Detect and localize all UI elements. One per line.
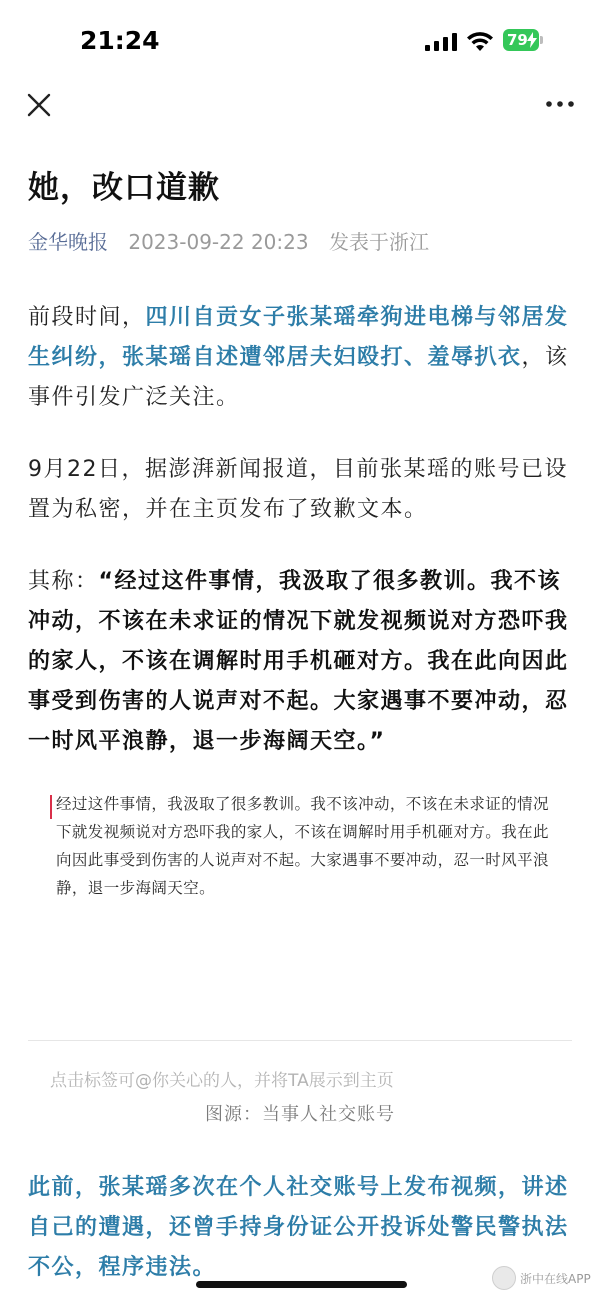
battery-level: 79 [507,31,528,49]
paragraph-1-suffix: ，该事件引发广泛关注。 [28,345,569,410]
paragraph-3-quote: “经过这件事情，我汲取了很多教训。我不该冲动，不该在未求证的情况下就发视频说对方恐吓我的家人，不该在调解时用手机砸对方。我在此向因此事受到伤害的人说声对不起。大家遇事不要冲动，忍一时风平浪静，退一步海阔天空。” [28,569,569,754]
more-dots-icon[interactable] [545,94,575,114]
paragraph-2: 9月22日，据澎湃新闻报道，目前张某瑶的账号已设置为私密，并在主页发布了致歉文本。 [28,457,568,522]
paragraph-4-highlight: 此前，张某瑶多次在个人社交账号上发布视频，讲述自己的遭遇，还曾手持身份证公开投诉处警民警执法不公，程序违法。 [28,1175,569,1280]
article-date: 2023-09-22 20:23 [128,230,309,254]
home-indicator[interactable] [196,1281,407,1288]
watermark-text: 浙中在线APP [520,1271,591,1286]
tag-hint[interactable]: 点击标签可@你关心的人，并将TA展示到主页 [50,1071,394,1091]
paragraph-3 [28,562,574,762]
paragraph-1-prefix: 前段时间， [28,305,146,330]
signal-icon [425,33,457,51]
battery-indicator [503,29,539,51]
close-icon[interactable] [26,92,52,118]
charging-bolt-icon [527,32,537,48]
watermark-logo-icon [492,1266,516,1290]
article-meta [28,226,429,255]
status-time: 21:24 [80,26,160,55]
embedded-screenshot-image[interactable] [50,790,555,900]
article-title: 她，改口道歉 [28,170,220,206]
text-cursor [50,795,52,819]
article-source-link[interactable]: 金华晚报 [28,230,108,254]
battery-cap [540,36,543,44]
divider [28,1040,572,1041]
image-caption: 图源：当事人社交账号 [205,1104,395,1125]
article-location: 发表于浙江 [328,230,429,254]
paragraph-3-prefix: 其称： [28,569,99,594]
paragraph-1 [28,298,574,418]
wifi-icon [466,31,494,53]
paragraph-1-highlight: 四川自贡女子张某瑶牵狗进电梯与邻居发生纠纷，张某瑶自述遭邻居夫妇殴打、羞辱扒衣 [28,305,569,370]
embedded-image-text: 经过这件事情，我汲取了很多教训。我不该冲动，不该在未求证的情况下就发视频说对方恐吓我的家人，不该在调解时用手机砸对方。我在此向因此事受到伤害的人说声对不起。大家遇事不要冲动，忍一时风平浪静，退一步海阔天空。 [56,795,549,897]
watermark [492,1265,592,1291]
